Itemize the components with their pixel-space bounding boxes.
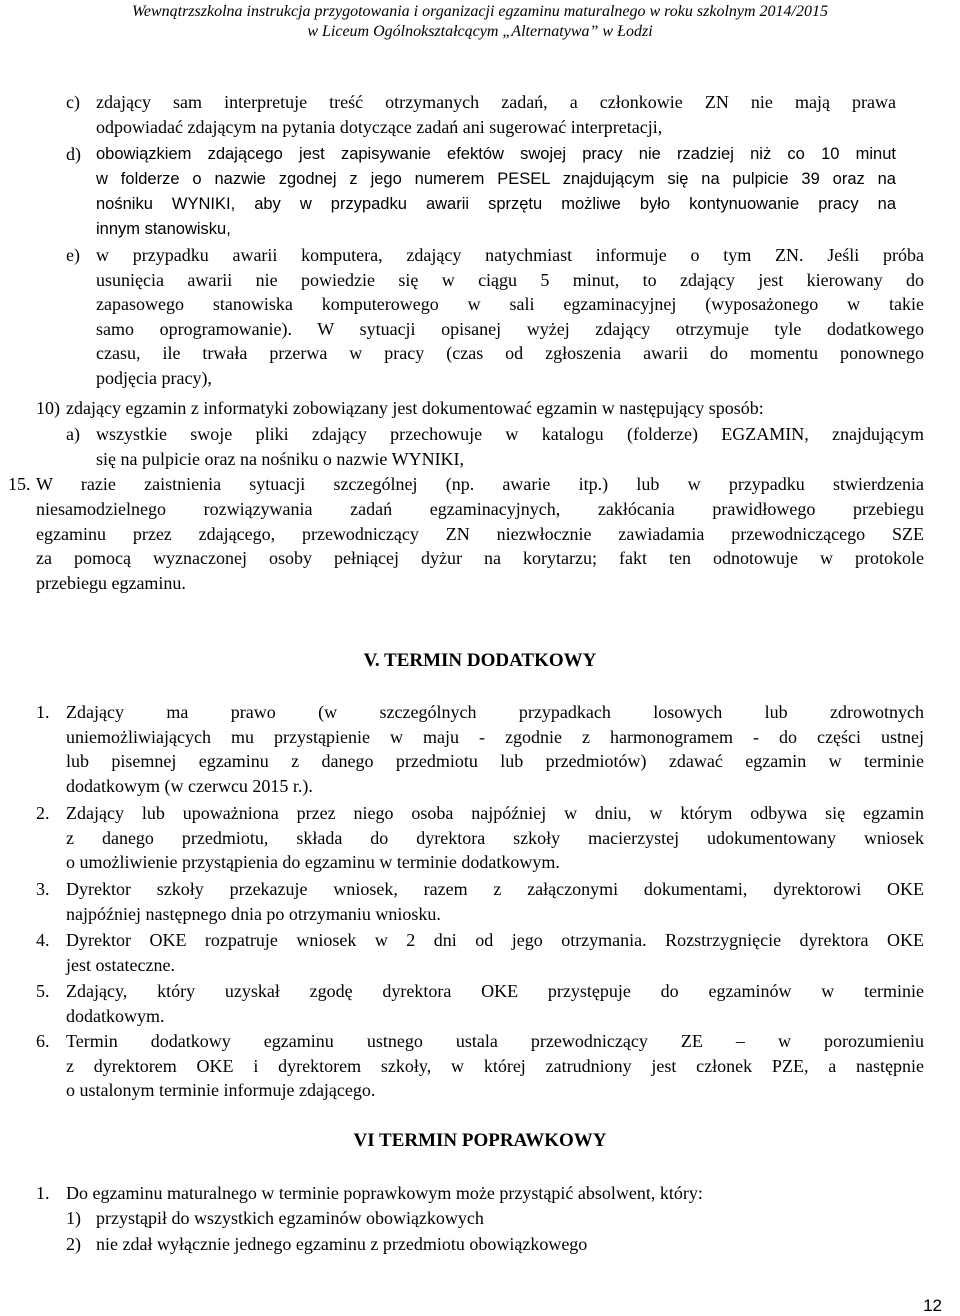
- item-d-line: nośniku WYNIKI, aby w przypadku awarii sprzętu możliwe było kontynuowanie pracy na: [96, 195, 896, 213]
- vi-item-1-label: 1.: [36, 1183, 50, 1203]
- item-10a-line: się na pulpicie oraz na nośniku o nazwie WYNIKI,: [96, 448, 465, 469]
- item-10-text: [66, 396, 926, 421]
- v-item-line: o ustalonym terminie informuje zdającego.: [66, 1080, 376, 1100]
- v-item-line: o umożliwienie przystąpienia do egzaminu w terminie dodatkowym.: [66, 852, 560, 872]
- item-15-line: przebiegu egzaminu.: [36, 572, 186, 593]
- item-15-line: niesamodzielnego rozwiązywania zadań egzaminacyjnych, zakłócania prawidłowego przebiegu: [36, 499, 924, 519]
- v-item-4-text: [66, 928, 924, 977]
- page-header: [0, 2, 960, 42]
- v-item-2-text: [66, 801, 924, 875]
- v-item-line: z danego przedmiotu, składa do dyrektora szkoły macierzystej udokumentowany wniosek: [66, 827, 924, 848]
- item-c-line: odpowiadać zdającym na pytania dotyczące zadań ani sugerować interpretacji,: [96, 116, 663, 137]
- v-item-line: dodatkowym.: [66, 1005, 165, 1026]
- v-item-line: jest ostateczne.: [66, 954, 175, 975]
- vi-sub-2-label: 2): [66, 1234, 81, 1254]
- v-item-line: najpóźniej następnego dnia po otrzymaniu wniosku.: [66, 903, 441, 924]
- section-v-title: V. TERMIN DODATKOWY: [363, 650, 597, 671]
- header-line-1: Wewnątrzszkolna instrukcja przygotowania i organizacji egzaminu maturalnego w roku szkolnym 2014/2015: [132, 3, 828, 20]
- item-10-label: 10): [36, 398, 60, 418]
- v-item-5-text: [66, 979, 924, 1028]
- item-15-line: za pomocą wyznaczonej osoby pełniącej dyżur na korytarzu; fakt ten odnotowuje w protokole: [36, 548, 924, 568]
- item-e-line: zapasowego stanowiska komputerowego w sali egzaminacyjnej (wyposażonego w takie: [96, 294, 924, 314]
- item-15-first-line: [36, 472, 924, 497]
- vi-sub-1-text: [96, 1206, 924, 1231]
- item-15-line: W razie zaistnienia sytuacji szczególnej (np. awarie itp.) lub w przypadku stwierdzenia: [36, 474, 924, 494]
- vi-item-1-text: [66, 1181, 924, 1206]
- v-item-line: Dyrektor OKE rozpatruje wniosek w 2 dni od jego otrzymania. Rozstrzygnięcie dyrektora OKE: [66, 930, 924, 950]
- item-e-line: usunięcia awarii nie powiedzie się w ciągu 5 minut, to zdający jest kierowany do: [96, 269, 924, 290]
- v-item-line: Zdający ma prawo (w szczególnych przypadkach losowych lub zdrowotnych: [66, 702, 924, 722]
- v-item-line: Termin dodatkowy egzaminu ustnego ustala przewodniczący ZE – w porozumieniu: [66, 1031, 924, 1051]
- item-d-line: w folderze o nazwie zgodnej z jego numerem PESEL znajdującym się na pulpicie 39 oraz na: [96, 170, 896, 188]
- v-item-line: dodatkowym (w czerwcu 2015 r.).: [66, 775, 313, 796]
- v-item-line: Zdający lub upoważniona przez niego osoba najpóźniej w dniu, w którym odbywa się egzamin: [66, 803, 924, 823]
- item-e-line: czasu, ile trwała przerwa w pracy (czas od zgłoszenia awarii do momentu ponownego: [96, 343, 924, 363]
- item-d-label: d): [66, 144, 81, 164]
- item-c-line: zdający sam interpretuje treść otrzymanych zadań, a członkowie ZN nie mają prawa: [96, 92, 896, 112]
- item-10-line: zdający egzamin z informatyki zobowiązany jest dokumentować egzamin w następujący sposób:: [66, 398, 764, 418]
- v-item-3-label: 3.: [36, 879, 50, 899]
- item-e-line: podjęcia pracy),: [96, 367, 212, 388]
- v-item-line: Zdający, który uzyskał zgodę dyrektora OKE przystępuje do egzaminów w terminie: [66, 981, 924, 1001]
- v-item-2-label: 2.: [36, 803, 50, 823]
- v-item-line: lub pisemnej egzaminu z danego przedmiotu lub przedmiotów) zdawać egzamin w terminie: [66, 751, 924, 771]
- v-item-line: Dyrektor szkoły przekazuje wniosek, razem z załączonymi dokumentami, dyrektorowi OKE: [66, 879, 924, 899]
- item-10a-label: a): [66, 424, 80, 444]
- item-c-text: [96, 90, 896, 139]
- item-15-text: [36, 497, 924, 595]
- vi-sub-1-label: 1): [66, 1208, 81, 1228]
- item-e-text: [96, 243, 924, 390]
- item-c-label: c): [66, 92, 80, 112]
- item-10a-line: wszystkie swoje pliki zdający przechowuje w katalogu (folderze) EGZAMIN, znajdującym: [96, 424, 924, 444]
- page-number: 12: [923, 1296, 942, 1315]
- section-vi-title: VI TERMIN POPRAWKOWY: [353, 1130, 607, 1151]
- vi-sub-2-text: [96, 1232, 924, 1257]
- item-e-line: w przypadku awarii komputera, zdający natychmiast informuje o tym ZN. Jeśli próba: [96, 245, 924, 265]
- header-line-2: w Liceum Ogólnokształcącym „Alternatywa” w Łodzi: [307, 23, 653, 40]
- v-item-line: uniemożliwiających mu przystąpienie w maju - zgodnie z harmonogramem - do części ustnej: [66, 726, 924, 747]
- vi-item-line: Do egzaminu maturalnego w terminie poprawkowym może przystąpić absolwent, który:: [66, 1183, 703, 1203]
- v-item-4-label: 4.: [36, 930, 50, 950]
- v-item-3-text: [66, 877, 924, 926]
- item-15-line: egzaminu przez zdającego, przewodniczący ZN niezwłocznie zawiadamia przewodniczącego SZE: [36, 523, 924, 544]
- v-item-line: z dyrektorem OKE i dyrektorem szkoły, w której zatrudniony jest członek PZE, a następnie: [66, 1055, 924, 1076]
- item-d-text: [96, 142, 896, 242]
- item-e-label: e): [66, 245, 80, 265]
- v-item-1-label: 1.: [36, 702, 50, 722]
- item-d-line: obowiązkiem zdającego jest zapisywanie efektów swojej pracy nie rzadziej niż co 10 minut: [96, 145, 896, 163]
- item-15-label: 15.: [8, 474, 31, 494]
- item-d-line: innym stanowisku,: [96, 220, 231, 238]
- v-item-6-text: [66, 1029, 924, 1103]
- v-item-5-label: 5.: [36, 981, 50, 1001]
- item-10a-text: [96, 422, 924, 471]
- vi-sub-line: nie zdał wyłącznie jednego egzaminu z przedmiotu obowiązkowego: [96, 1234, 588, 1254]
- v-item-6-label: 6.: [36, 1031, 50, 1051]
- vi-sub-line: przystąpił do wszystkich egzaminów obowiązkowych: [96, 1208, 484, 1228]
- item-e-line: samo oprogramowanie). W sytuacji opisanej wyżej zdający otrzymuje tyle dodatkowego: [96, 318, 924, 339]
- v-item-1-text: [66, 700, 924, 798]
